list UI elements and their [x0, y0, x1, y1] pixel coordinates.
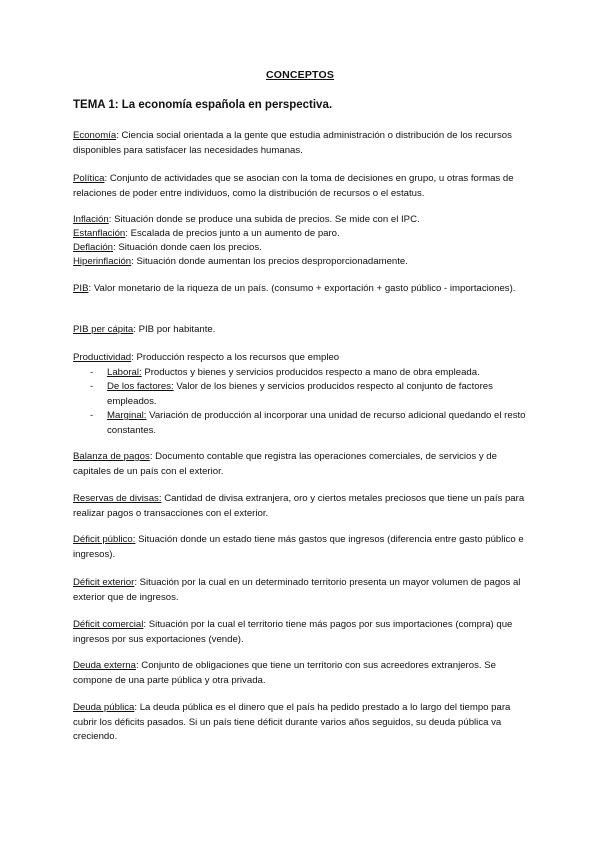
- entry-term: Estanflación: [73, 228, 126, 239]
- entry-definition: Valor monetario de la riqueza de un país. (consumo + exportación + gasto público - importaciones).: [93, 283, 516, 294]
- entry-pib: PIB: Valor monetario de la riqueza de un país. (consumo + exportación + gasto público - importaciones).: [73, 283, 516, 294]
- entry-hiperinflacion: Hiperinflación: Situación donde aumentan los precios desproporcionadamente.: [73, 256, 408, 267]
- entry-definition: Situación donde un estado tiene más gastos que ingresos (diferencia entre gasto público e ingresos).: [73, 534, 524, 560]
- entry-definition: Situación donde se produce una subida de precios. Se mide con el IPC.: [114, 214, 420, 225]
- entry-definition: Situación donde aumentan los precios desproporcionadamente.: [136, 256, 408, 267]
- entry-definition: Escalada de precios junto a un aumento de paro.: [130, 228, 340, 239]
- entry-economia: Economía: Ciencia social orientada a la gente que estudia administración o distribución de los recursos disponibles para satisfacer las necesidades humanas.: [73, 130, 512, 156]
- bullet-dash: -: [90, 367, 94, 378]
- bullet-dash: -: [90, 410, 94, 421]
- entry-deuda-publica: Deuda pública: La deuda pública es el dinero que el país ha pedido prestado a lo largo del tiempo para cubrir los déficits pasados. Si un país tiene déficit durante varios años seguidos, su deuda pública va creciendo.: [73, 702, 511, 742]
- entry-term: Hiperinflación: [73, 256, 132, 267]
- list-item-term: Laboral:: [107, 367, 142, 378]
- entry-reservas-de-divisas: [73, 492, 533, 521]
- entry-deflacion: Deflación: Situación donde caen los precios.: [73, 242, 262, 253]
- entry-definition: Producción respecto a los recursos que empleo: [136, 352, 340, 363]
- entry-term: Productividad: [73, 352, 132, 363]
- entry-deficit-exterior: Déficit exterior: Situación por la cual en un determinado territorio presenta un mayor volumen de pagos al exterior que de ingresos.: [73, 577, 521, 603]
- entry-inflacion: Inflación: Situación donde se produce una subida de precios. Se mide con el IPC.: [73, 214, 420, 225]
- entry-definition: Ciencia social orientada a la gente que estudia administración o distribución de los recursos disponibles para satisfacer las necesidades humanas.: [73, 130, 512, 156]
- entry-definition: Situación donde caen los precios.: [118, 242, 262, 253]
- entry-definition: La deuda pública es el dinero que el país ha pedido prestado a lo largo del tiempo para cubrir los déficits pasados. Si un país tiene déficit durante varios años seguidos, su deuda pública va creciendo.: [73, 702, 511, 742]
- entry-definition: Situación por la cual el territorio tiene más pagos por sus importaciones (compra) que ingresos por sus exportaciones (vende).: [73, 619, 513, 645]
- list-item-definition: Productos y bienes y servicios producidos respecto a mano de obra empleada.: [141, 367, 480, 378]
- entry-deuda-externa: Deuda externa: Conjunto de obligaciones que tiene un territorio con sus acreedores extranjeros. Se compone de una parte pública y otra privada.: [73, 660, 496, 686]
- entry-deficit-publico: [73, 533, 533, 562]
- list-item-definition: Valor de los bienes y servicios producidos respecto al conjunto de factores empleados.: [107, 381, 493, 407]
- entry-definition: Conjunto de obligaciones que tiene un territorio con sus acreedores extranjeros. Se compone de una parte pública y otra privada.: [73, 660, 496, 686]
- entry-politica: Política: Conjunto de actividades que se asocian con la toma de decisiones en grupo, u otras formas de relaciones de poder entre individuos, como la distribución de recursos o el estatus.: [73, 173, 514, 199]
- entry-definition: Situación por la cual en un determinado territorio presenta un mayor volumen de pagos al exterior que de ingresos.: [73, 577, 521, 603]
- entry-term: PIB: [73, 283, 89, 294]
- entry-definition: Conjunto de actividades que se asocian con la toma de decisiones en grupo, u otras formas de relaciones de poder entre individuos, como la distribución de recursos o el estatus.: [73, 173, 514, 199]
- bullet-dash: -: [90, 381, 94, 392]
- entry-term: Política: [73, 173, 105, 184]
- entry-term: Déficit público:: [73, 534, 136, 545]
- entry-term: Economía: [73, 130, 117, 141]
- list-item-term: De los factores:: [107, 381, 174, 392]
- entry-deficit-comercial: Déficit comercial: Situación por la cual el territorio tiene más pagos por sus importaciones (compra) que ingresos por sus exportaciones (vende).: [73, 619, 513, 645]
- entry-term: Déficit comercial: [73, 619, 144, 630]
- entry-definition: Documento contable que registra las operaciones comerciales, de servicios y de capitales de un país con el exterior.: [73, 451, 497, 477]
- entry-pib-per-capita: PIB per cápita: PIB por habitante.: [73, 324, 216, 335]
- entry-term: Deuda externa: [73, 660, 136, 671]
- document-title: CONCEPTOS: [265, 69, 335, 81]
- entry-definition: PIB por habitante.: [138, 324, 216, 335]
- entry-productividad: Productividad: Producción respecto a los recursos que empleo: [73, 352, 340, 363]
- entry-term: Balanza de pagos: [73, 451, 150, 462]
- entry-term: Reservas de divisas:: [73, 493, 162, 504]
- section-heading: TEMA 1: La economía española en perspectiva.: [73, 99, 333, 111]
- entry-definition: Cantidad de divisa extranjera, oro y ciertos metales preciosos que tiene un país para realizar pagos o transacciones con el exterior.: [73, 493, 525, 519]
- entry-balanza-de-pagos: Balanza de pagos: Documento contable que registra las operaciones comerciales, de servicios y de capitales de un país con el exterior.: [73, 451, 497, 477]
- entry-term: PIB per cápita: [73, 324, 134, 335]
- entry-term: Deflación: [73, 242, 113, 253]
- list-item-term: Marginal:: [107, 410, 147, 421]
- entry-term: Inflación: [73, 214, 109, 225]
- list-item-definition: Variación de producción al incorporar una unidad de recurso adicional quedando el resto constantes.: [107, 410, 526, 436]
- entry-term: Déficit exterior: [73, 577, 135, 588]
- entry-estanflacion: Estanflación: Escalada de precios junto a un aumento de paro.: [73, 228, 340, 239]
- entry-term: Deuda pública: [73, 702, 135, 713]
